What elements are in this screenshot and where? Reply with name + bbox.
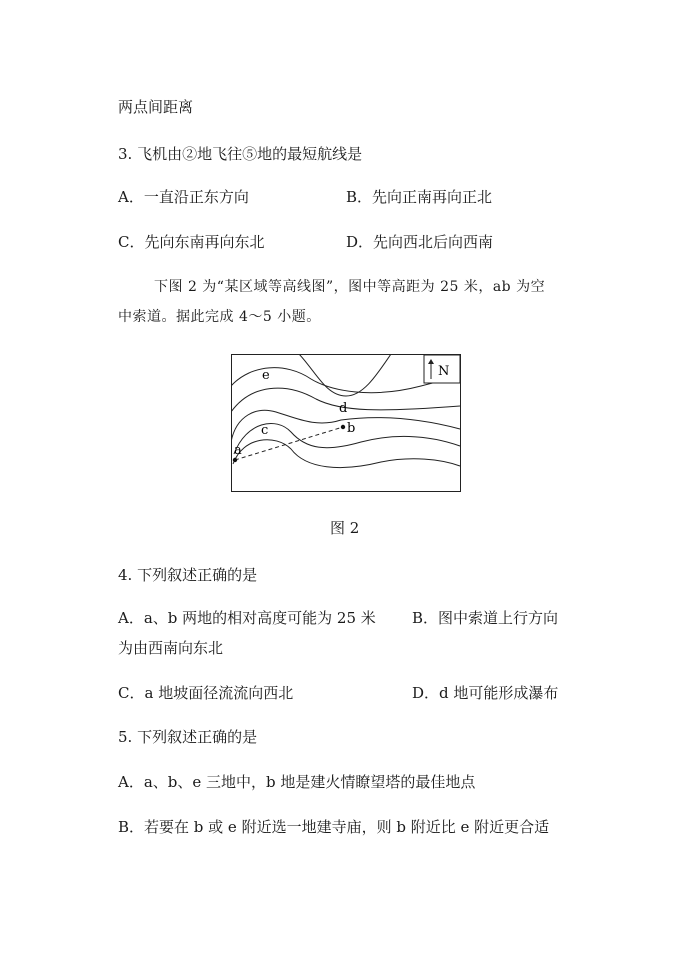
text-line-0: 两点间距离 bbox=[118, 98, 194, 116]
label-b: b bbox=[347, 421, 356, 436]
intro-paragraph-line-2: 中索道。据此完成 4～5 小题。 bbox=[118, 309, 321, 325]
intro-paragraph-line-1: 下图 2 为“某区域等高线图”，图中等高距为 25 米，ab 为空 bbox=[154, 279, 546, 295]
label-a: a bbox=[234, 443, 242, 458]
figure-caption: 图 2 bbox=[330, 519, 360, 537]
label-e: e bbox=[262, 368, 270, 383]
question-3-option-b: B．先向正南再向正北 bbox=[346, 188, 493, 206]
question-3-option-c: C．先向东南再向东北 bbox=[118, 233, 265, 251]
question-4-option-b-continued: 为由西南向东北 bbox=[118, 639, 224, 657]
contour-line-5 bbox=[233, 440, 460, 468]
question-4-option-d: D．d 地可能形成瀑布 bbox=[412, 684, 559, 702]
question-5-option-b: B．若要在 b 或 e 附近选一地建寺庙，则 b 附近比 e 附近更合适 bbox=[118, 818, 550, 836]
question-3-option-d: D．先向西北后向西南 bbox=[346, 233, 494, 251]
question-4-option-a: A．a、b 两地的相对高度可能为 25 米 bbox=[118, 609, 376, 627]
valley-contour bbox=[299, 354, 391, 396]
label-c: c bbox=[261, 423, 269, 438]
question-5-stem: 5. 下列叙述正确的是 bbox=[118, 728, 258, 746]
question-5-option-a: A．a、b、e 三地中，b 地是建火情瞭望塔的最佳地点 bbox=[118, 773, 476, 791]
question-4-option-b: B．图中索道上行方向 bbox=[412, 609, 559, 627]
question-3-option-a: A．一直沿正东方向 bbox=[118, 188, 249, 206]
point-b-marker bbox=[341, 425, 345, 429]
question-4-stem: 4. 下列叙述正确的是 bbox=[118, 566, 258, 584]
north-label: N bbox=[438, 364, 450, 379]
point-a-marker bbox=[233, 458, 237, 462]
label-d: d bbox=[339, 401, 348, 416]
question-4-option-c: C．a 地坡面径流流向西北 bbox=[118, 684, 294, 702]
contour-map-figure bbox=[231, 354, 461, 492]
question-3-stem: 3. 飞机由②地飞往⑤地的最短航线是 bbox=[118, 145, 363, 163]
